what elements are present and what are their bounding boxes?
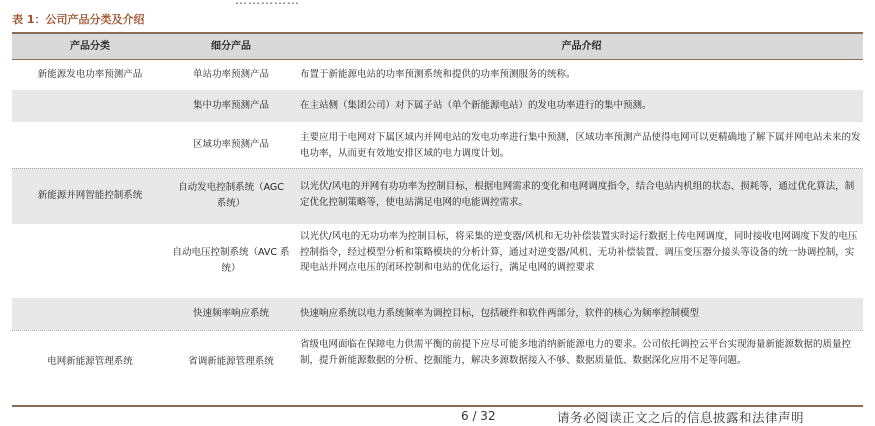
table-row bbox=[12, 168, 863, 224]
table-header bbox=[12, 32, 863, 60]
cell-subproduct: 自动发电控制系统（AGC 系统） bbox=[178, 182, 284, 209]
table-row bbox=[12, 223, 863, 298]
cell-subproduct: 集中功率预测产品 bbox=[192, 100, 269, 111]
header-category: 产品分类 bbox=[70, 41, 110, 52]
cell-subproduct: 区域功率预测产品 bbox=[192, 139, 269, 150]
disclaimer-note: 请务必阅读正文之后的信息披露和法律声明 bbox=[557, 410, 805, 425]
cell-category: 新能源并网智能控制系统 bbox=[37, 190, 143, 201]
cell-subproduct: 自动电压控制系统（AVC 系统） bbox=[172, 247, 290, 274]
table-row bbox=[12, 122, 863, 168]
cell-description: 布置于新能源电站的功率预测系统和提供的功率预测服务的统称。 bbox=[300, 69, 576, 80]
table-row bbox=[12, 90, 863, 122]
cell-description: 快速响应系统以电力系统频率为调控目标，包括硬件和软件两部分，软件的核心为频率控制模型 bbox=[300, 308, 700, 319]
table-row bbox=[12, 59, 863, 90]
table-row bbox=[12, 298, 863, 330]
header-subproduct: 细分产品 bbox=[211, 41, 251, 52]
table-row bbox=[12, 330, 863, 393]
clipped-top-text: …………… bbox=[235, 0, 300, 7]
cell-description: 在主站侧（集团公司）对下属子站（单个新能源电站）的发电功率进行的集中预测。 bbox=[300, 100, 652, 111]
cell-category: 电网新能源管理系统 bbox=[47, 356, 133, 367]
cell-subproduct: 快速频率响应系统 bbox=[192, 308, 269, 319]
header-intro: 产品介绍 bbox=[561, 41, 602, 52]
table-bottom-rule bbox=[12, 405, 863, 407]
cell-category: 新能源发电功率预测产品 bbox=[37, 69, 143, 80]
table-caption: 表 1：公司产品分类及介绍 bbox=[12, 13, 145, 26]
cell-subproduct: 单站功率预测产品 bbox=[192, 69, 269, 80]
page-number: 6 / 32 bbox=[461, 409, 496, 423]
cell-description: 以光伏/风电的无功功率为控制目标，将采集的逆变器/风机和无功补偿装置实时运行数据上传电网调度，同时接收电网调度下发的电压控制指令，经过模型分析和策略模块的分析计算，通过对逆变器/风机、无功补偿装置、调压变压器分接头等设备的统一协调控制，实现电站并网点电压的闭环控制和电站的优化运行，满足电网的调控要求 bbox=[300, 231, 858, 273]
cell-subproduct: 省调新能源管理系统 bbox=[188, 356, 274, 367]
cell-description: 主要应用于电网对下属区域内并网电站的发电功率进行集中预测，区域功率预测产品使得电网可以更精确地了解下属并网电站未来的发电功率，从而更有效地安排区域的电力调度计划。 bbox=[300, 132, 861, 159]
cell-description: 省级电网面临在保障电力供需平衡的前提下应尽可能多地消纳新能源电力的要求。公司依托调控云平台实现海量新能源数据的质量控制，提升新能源数据的分析、挖掘能力，解决多源数据接入不够、数据质量低、数据深化应用不足等问题。 bbox=[300, 339, 852, 366]
cell-description: 以光伏/风电的并网有功功率为控制目标，根据电网需求的变化和电网调度指令，结合电站内机组的状态、损耗等，通过优化算法，制定优化控制策略等，使电站满足电网的电能调控需求。 bbox=[300, 181, 855, 208]
product-table bbox=[12, 32, 863, 367]
